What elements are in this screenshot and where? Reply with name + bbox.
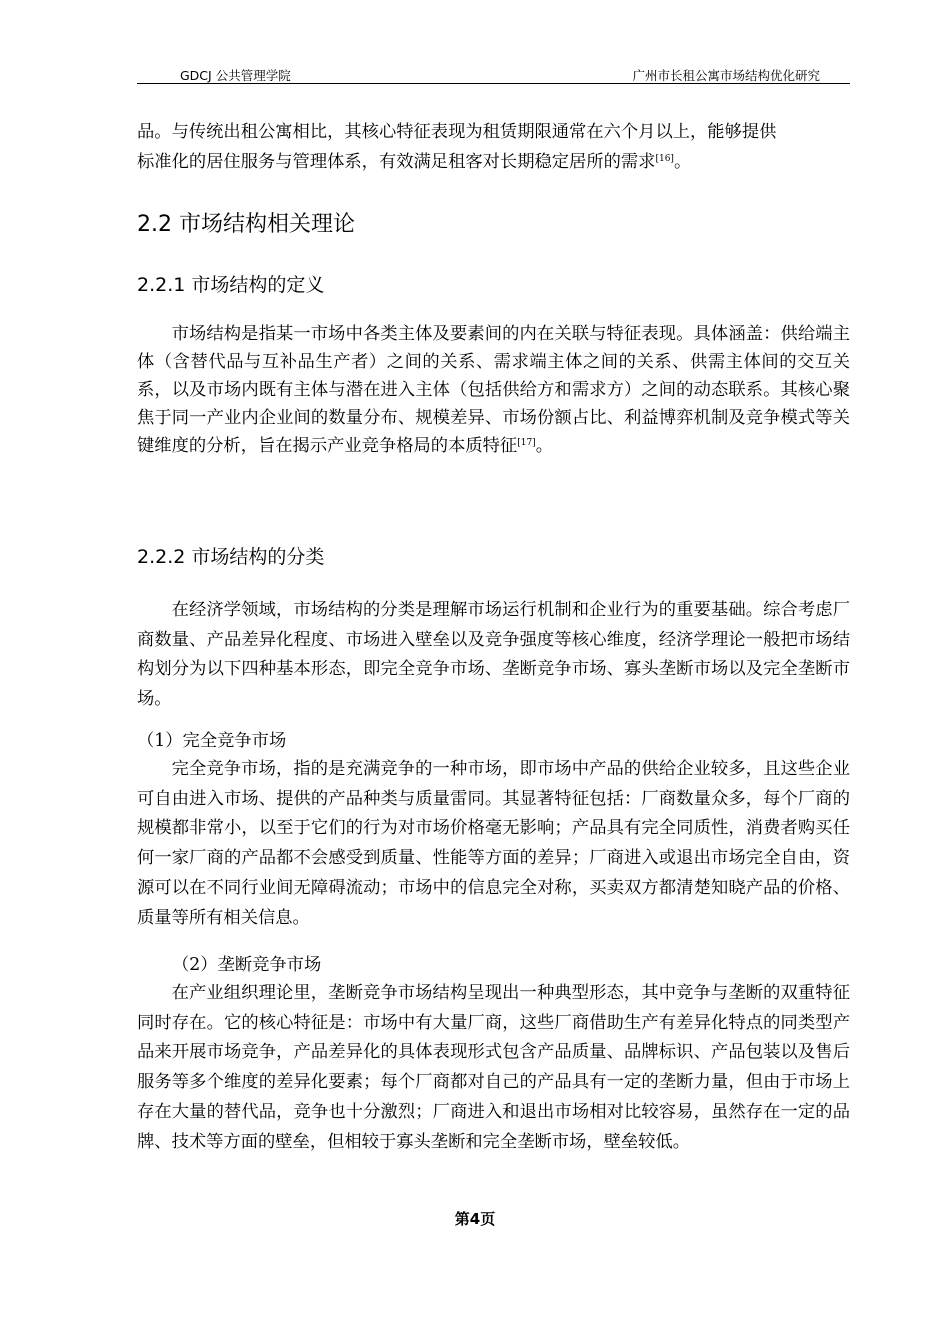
intro-paragraph: [137, 118, 850, 177]
item-2-text: 在产业组织理论里，垄断竞争市场结构呈现出一种典型形态，其中竞争与垄断的双重特征同时存在。它的核心特征是：市场中有大量厂商，这些厂商借助生产有差异化特点的同类型产品来开展市场竞争，产品差异化的具体表现形式包含产品质量、品牌标识、产品包装以及售后服务等多个维度的差异化要素；每个厂商都对自己的产品具有一定的垄断力量，但由于市场上存在大量的替代品，竞争也十分激烈；厂商进入和退出市场相对比较容易，虽然存在一定的品牌、技术等方面的壁垒，但相较于寡头垄断和完全垄断市场，壁垒较低。: [137, 983, 850, 1152]
section-heading-2-2-1: 2.2.1 市场结构的定义: [137, 274, 325, 296]
classification-intro-paragraph: [137, 596, 850, 715]
item-1-paragraph: [137, 755, 850, 933]
item-1-title: （1）完全竞争市场: [137, 731, 287, 751]
page-number: 第4页: [454, 1210, 496, 1228]
section-heading-2-2-2: 2.2.2 市场结构的分类: [137, 546, 325, 568]
section-heading-2-2: 2.2 市场结构相关理论: [137, 212, 355, 237]
definition-text: 市场结构是指某一市场中各类主体及要素间的内在关联与特征表现。具体涵盖：供给端主体（含替代品与互补品生产者）之间的关系、需求端主体之间的关系、供需主体间的交互关系，以及市场内既有主体与潜在进入主体（包括供给方和需求方）之间的动态联系。其核心聚焦于同一产业内企业间的数量分布、规模差异、市场份额占比、利益博弈机制及竞争模式等关键维度的分析，旨在揭示产业竞争格局的本质特征: [137, 324, 850, 456]
intro-line-2: 标准化的居住服务与管理体系，有效满足租客对长期稳定居所的需求: [137, 151, 656, 172]
header-institution: GDCJ 公共管理学院: [180, 68, 291, 83]
definition-paragraph: [137, 320, 850, 460]
intro-line-1: 品。与传统出租公寓相比，其核心特征表现为租赁期限通常在六个月以上，能够提供: [137, 122, 777, 142]
header-title: 广州市长租公寓市场结构优化研究: [632, 68, 820, 83]
definition-end: 。: [535, 436, 553, 456]
citation-17: [17]: [517, 438, 536, 448]
classification-intro-text: 在经济学领域，市场结构的分类是理解市场运行机制和企业行为的重要基础。综合考虑厂商数量、产品差异化程度、市场进入壁垒以及竞争强度等核心维度，经济学理论一般把市场结构划分为以下四种基本形态，即完全竞争市场、垄断竞争市场、寡头垄断市场以及完全垄断市场。: [137, 600, 850, 710]
citation-16: [16]: [655, 153, 674, 164]
item-1-text: 完全竞争市场，指的是充满竞争的一种市场，即市场中产品的供给企业较多，且这些企业可自由进入市场、提供的产品种类与质量雷同。其显著特征包括：厂商数量众多，每个厂商的规模都非常小，以至于它们的行为对市场价格毫无影响；产品具有完全同质性，消费者购买任何一家厂商的产品都不会感受到质量、性能等方面的差异；厂商进入或退出市场完全自由，资源可以在不同行业间无障碍流动；市场中的信息完全对称，买卖双方都清楚知晓产品的价格、质量等所有相关信息。: [137, 759, 850, 928]
header-rule: [137, 83, 850, 84]
intro-end: 。: [673, 151, 692, 172]
item-2-title: （2）垄断竞争市场: [172, 955, 322, 975]
item-2-paragraph: [137, 979, 850, 1157]
